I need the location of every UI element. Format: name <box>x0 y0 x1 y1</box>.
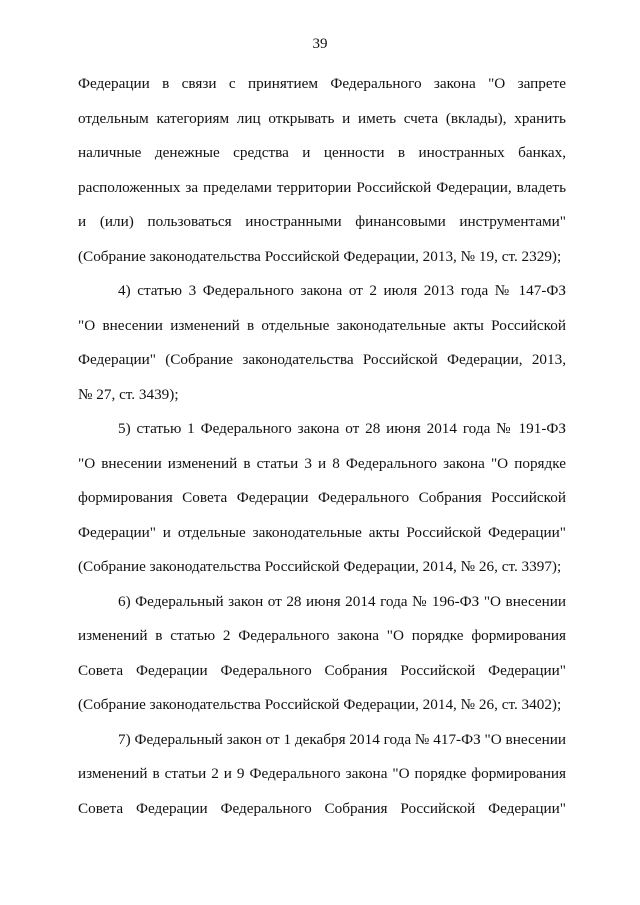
text-line: 6) Федеральный закон от 28 июня 2014 года № 196-ФЗ "О внесении <box>118 592 566 610</box>
text-line: Совета Федерации Федерального Собрания Российской Федерации" <box>78 661 566 679</box>
text-line: (Собрание законодательства Российской Федерации, 2014, № 26, ст. 3402); <box>78 696 562 713</box>
document-body <box>78 67 566 826</box>
text-line: и (или) пользоваться иностранными финансовыми инструментами" <box>78 213 566 230</box>
paragraph <box>78 723 566 827</box>
text-line: расположенных за пределами территории Российской Федерации, владеть <box>78 178 566 196</box>
text-line: № 27, ст. 3439); <box>78 385 179 403</box>
text-line: Федерации в связи с принятием Федерального закона "О запрете <box>78 75 566 92</box>
text-line: 4) статью 3 Федерального закона от 2 июля 2013 года № 147-ФЗ <box>118 282 566 299</box>
text-line: отдельным категориям лиц открывать и иметь счета (вклады), хранить <box>78 109 566 127</box>
text-line: Федерации" (Собрание законодательства Российской Федерации, 2013, <box>78 351 566 368</box>
paragraph <box>78 67 566 274</box>
paragraph <box>78 412 566 585</box>
text-line: 5) статью 1 Федерального закона от 28 июня 2014 года № 191-ФЗ <box>118 420 566 437</box>
text-line: "О внесении изменений в статьи 3 и 8 Федерального закона "О порядке <box>78 454 566 472</box>
text-line: Совета Федерации Федерального Собрания Российской Федерации" <box>78 799 566 817</box>
text-line: 7) Федеральный закон от 1 декабря 2014 года № 417-ФЗ "О внесении <box>118 730 566 748</box>
text-line: (Собрание законодательства Российской Федерации, 2013, № 19, ст. 2329); <box>78 247 562 265</box>
text-line: "О внесении изменений в отдельные законодательные акты Российской <box>78 316 566 334</box>
paragraph <box>78 274 566 412</box>
page-number: 39 <box>312 36 328 52</box>
paragraph <box>78 585 566 723</box>
text-line: Федерации" и отдельные законодательные акты Российской Федерации" <box>78 523 566 541</box>
text-line: (Собрание законодательства Российской Федерации, 2014, № 26, ст. 3397); <box>78 558 562 575</box>
text-line: формирования Совета Федерации Федерального Собрания Российской <box>78 489 566 506</box>
text-line: изменений в статьи 2 и 9 Федерального закона "О порядке формирования <box>78 765 566 782</box>
text-line: изменений в статью 2 Федерального закона "О порядке формирования <box>78 627 566 644</box>
text-line: наличные денежные средства и ценности в иностранных банках, <box>78 144 566 161</box>
